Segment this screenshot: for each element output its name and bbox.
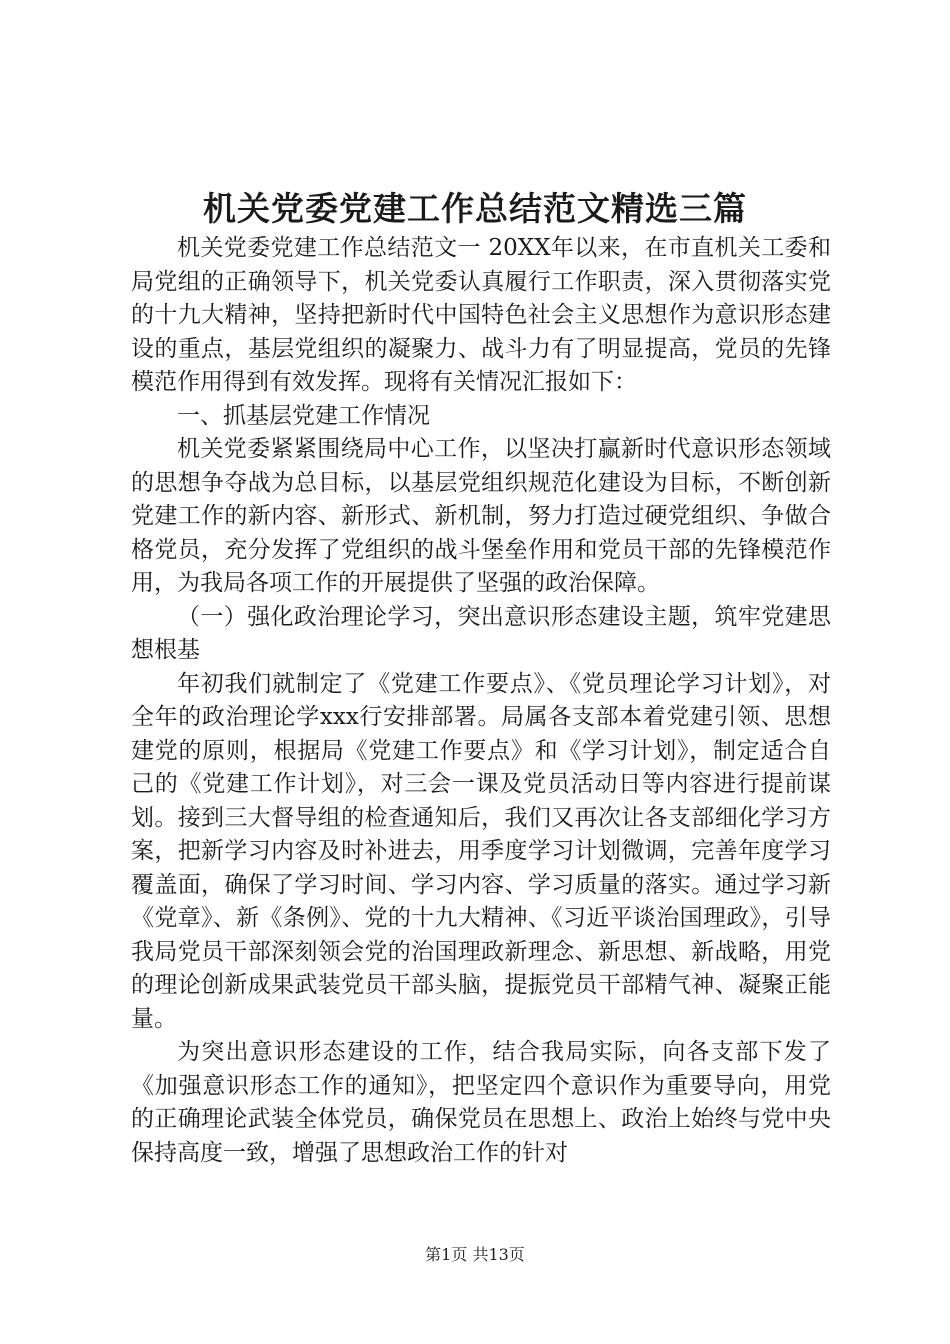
page-footer: 第1页 共13页: [425, 1245, 525, 1264]
subsection-heading-1: （一）强化政治理论学习，突出意识形态建设主题，筑牢党建思想根基: [131, 603, 831, 663]
document-title: 机关党委党建工作总结范文精选三篇: [203, 189, 747, 228]
paragraph-section-1: 机关党委紧紧围绕局中心工作，以坚决打赢新时代意识形态领域的思想争夺战为总目标，以基层党组织规范化建设为目标，不断创新党建工作的新内容、新形式、新机制，努力打造过硬党组织、争做合格党员，充分发挥了党组织的战斗堡垒作用和党员干部的先锋模范作用，为我局各项工作的开展提供了坚强的政治保障。: [131, 436, 831, 596]
document-body: [131, 232, 831, 1170]
paragraph-intro: 机关党委党建工作总结范文一 20XX年以来，在市直机关工委和局党组的正确领导下，机关党委认真履行工作职责，深入贯彻落实党的十九大精神，坚持把新时代中国特色社会主义思想作为意识形态建设的重点，基层党组织的凝聚力、战斗力有了明显提高，党员的先锋模范作用得到有效发挥。现将有关情况汇报如下：: [131, 235, 831, 395]
paragraph-ideology: 为突出意识形态建设的工作，结合我局实际，向各支部下发了《加强意识形态工作的通知》，把坚定四个意识作为重要导向，用党的正确理论武装全体党员，确保党员在思想上、政治上始终与党中央保持高度一致，增强了思想政治工作的针对: [131, 1039, 831, 1166]
paragraph-study-plan: 年初我们就制定了《党建工作要点》、《党员理论学习计划》，对全年的政治理论学xxx行安排部署。局属各支部本着党建引领、思想建党的原则，根据局《党建工作要点》和《学习计划》，制定适合自己的《党建工作计划》，对三会一课及党员活动日等内容进行提前谋划。接到三大督导组的检查通知后，我们又再次让各支部细化学习方案，把新学习内容及时补进去，用季度学习计划微调，完善年度学习覆盖面，确保了学习时间、学习内容、学习质量的落实。通过学习新《党章》、新《条例》、党的十九大精神、《习近平谈治国理政》，引导我局党员干部深刻领会党的治国理政新理念、新思想、新战略，用党的理论创新成果武装党员干部头脑，提振党员干部精气神、凝聚正能量。: [131, 670, 831, 1032]
section-heading-1: 一、抓基层党建工作情况: [177, 402, 430, 429]
